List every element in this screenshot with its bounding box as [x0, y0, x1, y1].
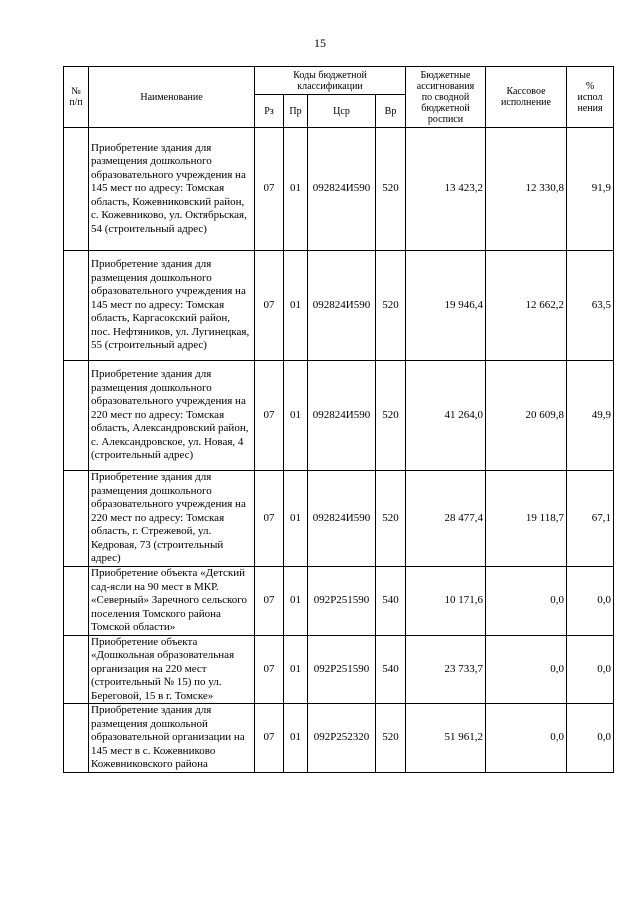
cell-cash: 19 118,7 — [486, 471, 567, 567]
cell-vr: 540 — [376, 635, 406, 704]
col-header-rz: Рз — [255, 95, 284, 128]
table-row — [64, 635, 614, 704]
cell-vr: 520 — [376, 704, 406, 773]
cell-vr: 520 — [376, 361, 406, 471]
col-header-pr: Пр — [284, 95, 308, 128]
cell-allocations: 23 733,7 — [406, 635, 486, 704]
cell-percent: 0,0 — [567, 704, 614, 773]
cell-allocations: 13 423,2 — [406, 128, 486, 251]
cell-csr: 092824И590 — [308, 251, 376, 361]
cell-cash: 12 330,8 — [486, 128, 567, 251]
table-row — [64, 361, 614, 471]
table-row — [64, 471, 614, 567]
cell-allocations: 28 477,4 — [406, 471, 486, 567]
cell-csr: 092P252320 — [308, 704, 376, 773]
cell-cash: 0,0 — [486, 704, 567, 773]
cell-csr: 092824И590 — [308, 471, 376, 567]
cell-pr: 01 — [284, 361, 308, 471]
cell-allocations: 51 961,2 — [406, 704, 486, 773]
cell-vr: 520 — [376, 471, 406, 567]
cell-allocations: 41 264,0 — [406, 361, 486, 471]
col-header-name: Наименование — [89, 67, 255, 128]
cell-num — [64, 471, 89, 567]
cell-pr: 01 — [284, 635, 308, 704]
cell-rz: 07 — [255, 251, 284, 361]
cell-allocations: 10 171,6 — [406, 567, 486, 636]
cell-pr: 01 — [284, 128, 308, 251]
cell-vr: 540 — [376, 567, 406, 636]
cell-percent: 91,9 — [567, 128, 614, 251]
cell-rz: 07 — [255, 704, 284, 773]
cell-rz: 07 — [255, 361, 284, 471]
table-header — [64, 67, 614, 128]
cell-rz: 07 — [255, 471, 284, 567]
budget-table — [63, 66, 614, 773]
cell-pr: 01 — [284, 704, 308, 773]
cell-name: Приобретение объекта «Детский сад-ясли на 90 мест в МКР. «Северный» Заречного сельского поселения Томского района Томской области» — [89, 567, 255, 636]
cell-name: Приобретение здания для размещения дошкольного образовательного учреждения на 145 мест по адресу: Томская область, Кожевниковский район, с. Кожевниково, ул. Октябрьская, 54 (строительный адрес) — [89, 128, 255, 251]
cell-pr: 01 — [284, 471, 308, 567]
cell-csr: 092P251590 — [308, 635, 376, 704]
page-number: 15 — [314, 36, 326, 50]
col-header-vr: Вр — [376, 95, 406, 128]
cell-name: Приобретение здания для размещения дошкольного образовательного учреждения на 145 мест по адресу: Томская область, Каргасокский район, пос. Нефтяников, ул. Лугинецкая, 55 (строительный адрес) — [89, 251, 255, 361]
cell-name: Приобретение объекта «Дошкольная образовательная организация на 220 мест (строительный № 15) по ул. Береговой, 15 в г. Томске» — [89, 635, 255, 704]
cell-num — [64, 251, 89, 361]
table-row — [64, 567, 614, 636]
cell-num — [64, 567, 89, 636]
cell-pr: 01 — [284, 251, 308, 361]
cell-cash: 20 609,8 — [486, 361, 567, 471]
table-body — [64, 128, 614, 773]
cell-csr: 092P251590 — [308, 567, 376, 636]
col-header-codes-group: Коды бюджетной классификации — [255, 67, 406, 95]
cell-rz: 07 — [255, 635, 284, 704]
cell-percent: 0,0 — [567, 635, 614, 704]
cell-name: Приобретение здания для размещения дошкольного образовательного учреждения на 220 мест по адресу: Томская область, г. Стрежевой, ул. Кедровая, 73 (строительный адрес) — [89, 471, 255, 567]
cell-csr: 092824И590 — [308, 128, 376, 251]
cell-name: Приобретение здания для размещения дошкольной образовательной организации на 145 мест в с. Кожевниково Кожевниковского района — [89, 704, 255, 773]
cell-num — [64, 635, 89, 704]
table-row — [64, 704, 614, 773]
cell-vr: 520 — [376, 128, 406, 251]
cell-percent: 0,0 — [567, 567, 614, 636]
cell-cash: 12 662,2 — [486, 251, 567, 361]
cell-rz: 07 — [255, 128, 284, 251]
col-header-allocations: Бюджетные ассигнования по сводной бюджетной росписи — [406, 67, 486, 128]
cell-num — [64, 361, 89, 471]
cell-allocations: 19 946,4 — [406, 251, 486, 361]
col-header-cash: Кассовое исполнение — [486, 67, 567, 128]
cell-name: Приобретение здания для размещения дошкольного образовательного учреждения на 220 мест по адресу: Томская область, Александровский район, с. Александровское, ул. Новая, 4 (строительный адрес) — [89, 361, 255, 471]
cell-percent: 67,1 — [567, 471, 614, 567]
cell-cash: 0,0 — [486, 635, 567, 704]
col-header-csr: Цср — [308, 95, 376, 128]
col-header-num: № п/п — [64, 67, 89, 128]
table-row — [64, 251, 614, 361]
cell-pr: 01 — [284, 567, 308, 636]
cell-percent: 63,5 — [567, 251, 614, 361]
cell-percent: 49,9 — [567, 361, 614, 471]
cell-csr: 092824И590 — [308, 361, 376, 471]
table-row — [64, 128, 614, 251]
cell-vr: 520 — [376, 251, 406, 361]
cell-num — [64, 128, 89, 251]
cell-num — [64, 704, 89, 773]
cell-cash: 0,0 — [486, 567, 567, 636]
cell-rz: 07 — [255, 567, 284, 636]
col-header-percent: % испол нения — [567, 67, 614, 128]
